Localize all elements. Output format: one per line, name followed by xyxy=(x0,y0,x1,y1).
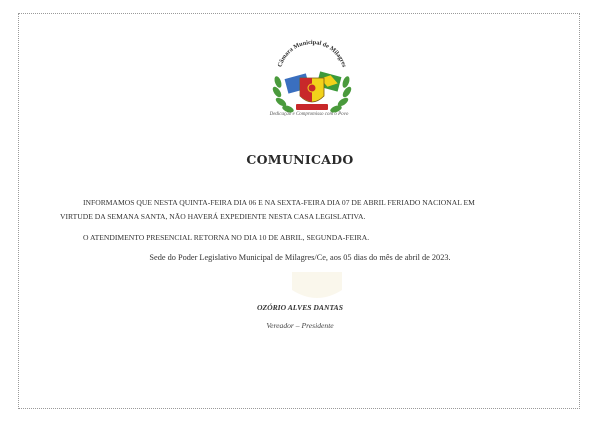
watermark-emblem xyxy=(282,268,352,302)
coat-of-arms-logo xyxy=(264,32,360,124)
svg-text:Câmara Municipal de Milagres xyxy=(276,39,347,69)
paragraph-1-line-2: VIRTUDE DA SEMANA SANTA, NÃO HAVERÁ EXPEDIENTE NESTA CASA LEGISLATIVA. xyxy=(60,212,366,221)
signature-role: Vereador – Presidente xyxy=(266,321,334,330)
motto-text: Dedicação e Compromisso com o Povo xyxy=(269,112,349,117)
signature-name: OZÓRIO ALVES DANTAS xyxy=(257,303,343,312)
document-title: COMUNICADO xyxy=(246,152,354,167)
institution-arc-text: Câmara Municipal de Milagres xyxy=(276,38,348,69)
paragraph-3: Sede do Poder Legislativo Municipal de Milagres/Ce, aos 05 dias do mês de abril de 2023. xyxy=(149,253,451,262)
paragraph-2: O ATENDIMENTO PRESENCIAL RETORNA NO DIA 10 DE ABRIL, SEGUNDA-FEIRA. xyxy=(83,233,370,242)
paragraph-1-line-1: INFORMAMOS QUE NESTA QUINTA-FEIRA DIA 06 E NA SEXTA-FEIRA DIA 07 DE ABRIL FERIADO NACIONAL EM xyxy=(83,198,475,207)
